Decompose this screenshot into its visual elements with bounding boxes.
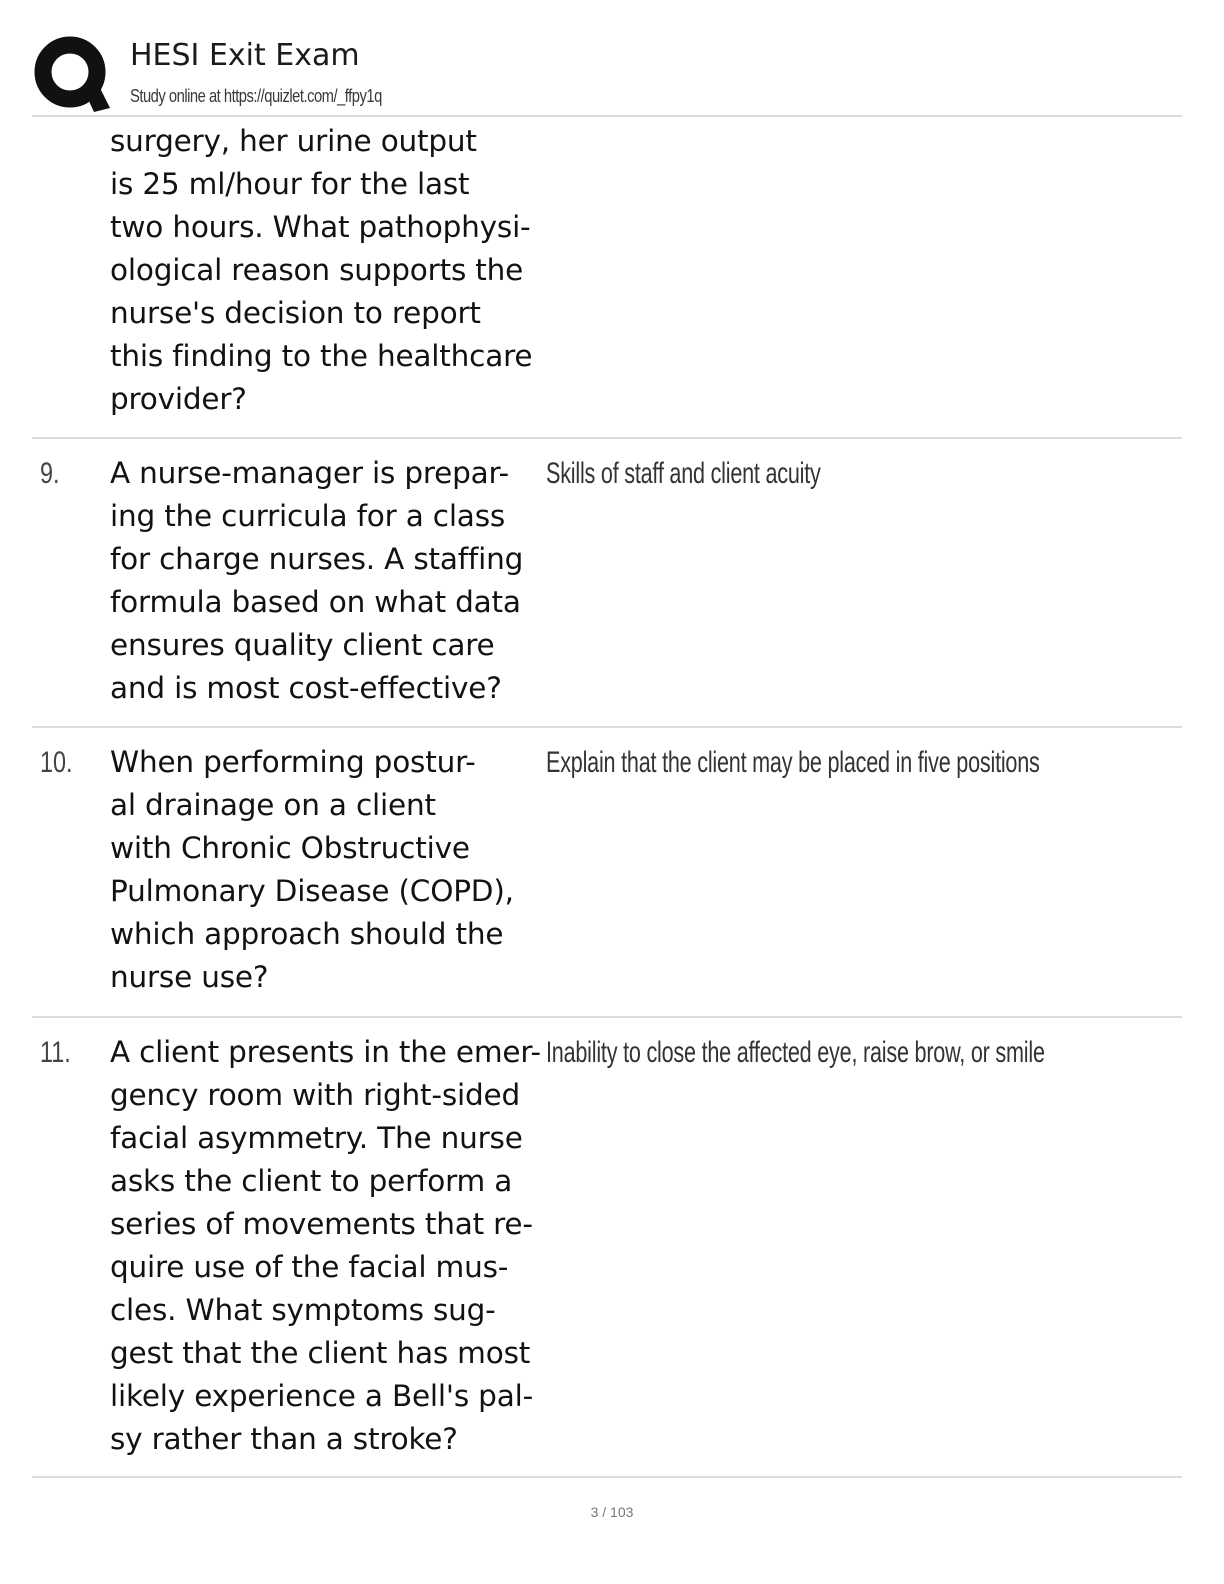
study-online-link[interactable]: Study online at https://quizlet.com/_ffpy1q xyxy=(130,86,382,106)
answer-text: Explain that the client may be placed in five positions xyxy=(546,746,1040,779)
row-divider xyxy=(32,1016,1182,1018)
question-text: When performing postur- al drainage on a client with Chronic Obstructive Pulmonary Disease (COPD), which approach should the nurse use? xyxy=(110,745,514,994)
header-divider xyxy=(32,115,1182,117)
answer-text: Inability to close the affected eye, raise brow, or smile xyxy=(546,1036,1045,1069)
document-title: HESI Exit Exam xyxy=(130,38,360,73)
question-number: 11. xyxy=(40,1036,71,1069)
row-divider xyxy=(32,726,1182,728)
question-number: 9. xyxy=(40,457,60,490)
answer-text: Skills of staff and client acuity xyxy=(546,457,821,490)
quizlet-logo-icon xyxy=(34,36,110,112)
row-divider xyxy=(32,1476,1182,1478)
page-number: 3 / 103 xyxy=(590,1504,634,1520)
page-header xyxy=(32,30,1182,118)
question-text: A nurse-manager is prepar- ing the curricula for a class for charge nurses. A staffing formula based on what data ensures quality client care and is most cost-effective? xyxy=(110,456,524,705)
row-divider xyxy=(32,437,1182,439)
question-text: surgery, her urine output is 25 ml/hour for the last two hours. What pathophysi- ological reason supports the nurse's decision to report this finding to the healthcare provider? xyxy=(110,124,533,416)
question-number: 10. xyxy=(40,746,73,779)
question-text: A client presents in the emer- gency room with right-sided facial asymmetry. The nurse asks the client to perform a series of movements that re- quire use of the facial mus- cles. What symptoms sug- gest that the client has most likely experience a Bell's pal- sy rather than a stroke? xyxy=(110,1035,541,1456)
